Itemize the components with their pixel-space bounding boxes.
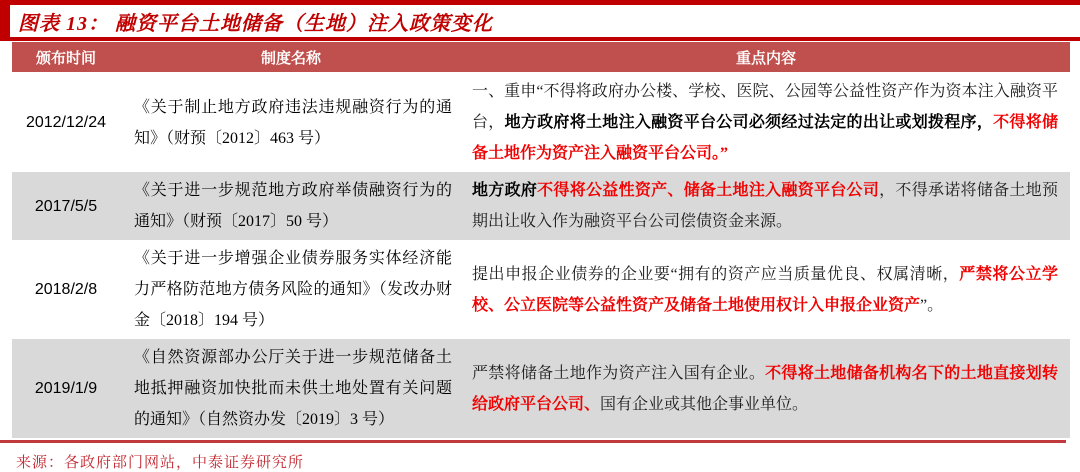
policy-table-body	[12, 73, 1070, 438]
policy-content	[462, 339, 1070, 438]
content-segment-bold-red: 不得将公益性资产、储备土地注入融资平台公司	[537, 182, 880, 199]
content-segment-normal: 一、重申“不得将政府办公楼、学校、医院、公园等公益性资产作为资本注入融资平台，	[472, 83, 1058, 131]
policy-date: 2012/12/24	[25, 114, 107, 131]
policy-name: 《关于进一步规范地方政府举债融资行为的通知》（财预〔2017〕50 号）	[134, 182, 452, 230]
policy-name: 《关于进一步增强企业债券服务实体经济能力严格防范地方债务风险的通知》（发改办财金〔2018〕194 号）	[134, 250, 452, 329]
figure-title: 图表 13： 融资平台土地储备（生地）注入政策变化	[18, 12, 493, 35]
policy-date: 2018/2/8	[34, 281, 98, 298]
table-row	[12, 73, 1070, 172]
title-underline	[0, 37, 1080, 41]
policy-content	[462, 73, 1070, 172]
policy-table	[12, 42, 1070, 438]
header-date: 颁布时间	[35, 50, 96, 67]
content-segment-normal: 严禁将储备土地作为资产注入国有企业。	[472, 364, 766, 382]
content-segment-bold: 地方政府	[472, 182, 538, 199]
policy-name: 《自然资源部办公厅关于进一步规范储备土地抵押融资加快批而未供土地处置有关问题的通知》（自然资办发〔2019〕3 号）	[134, 349, 452, 428]
policy-date: 2019/1/9	[34, 380, 98, 397]
content-segment-normal: 国有企业或其他企事业单位。	[600, 395, 809, 413]
policy-content	[462, 240, 1070, 339]
content-segment-bold: 地方政府将土地注入融资平台公司必须经过法定的出让或划拨程序，	[504, 114, 994, 131]
table-header-row	[12, 42, 1070, 72]
table-row	[12, 240, 1070, 339]
content-segment-normal: ”。	[920, 296, 944, 314]
content-segment-normal: 提出申报企业债券的企业要“拥有的资产应当质量优良、权属清晰，	[472, 265, 960, 283]
header-name: 制度名称	[260, 50, 321, 67]
title-accent-block	[0, 5, 10, 37]
policy-content	[462, 172, 1070, 240]
content-segment-bold-red: 不得将储备土地作为资产注入融资平台公司。”	[472, 114, 1058, 162]
content-segment-bold-red: 不得将土地储备机构名下的土地直接划转给政府平台公司、	[472, 364, 1058, 413]
bottom-divider	[0, 440, 1066, 443]
table-row	[12, 172, 1070, 240]
content-segment-bold-red: 严禁将公立学校、公立医院等公益性资产及储备土地使用权计入申报企业资产	[472, 265, 1058, 314]
policy-name: 《关于制止地方政府违法违规融资行为的通知》（财预〔2012〕463 号）	[134, 98, 452, 147]
table-row	[12, 339, 1070, 438]
policy-date: 2017/5/5	[34, 197, 98, 215]
source-note: 来源：各政府部门网站，中泰证券研究所	[16, 455, 305, 471]
figure-title-bar	[0, 5, 1080, 37]
header-content: 重点内容	[735, 50, 796, 67]
content-segment-normal: ，不得承诺将储备土地预期出让收入作为融资平台公司偿债资金来源。	[472, 182, 1058, 230]
